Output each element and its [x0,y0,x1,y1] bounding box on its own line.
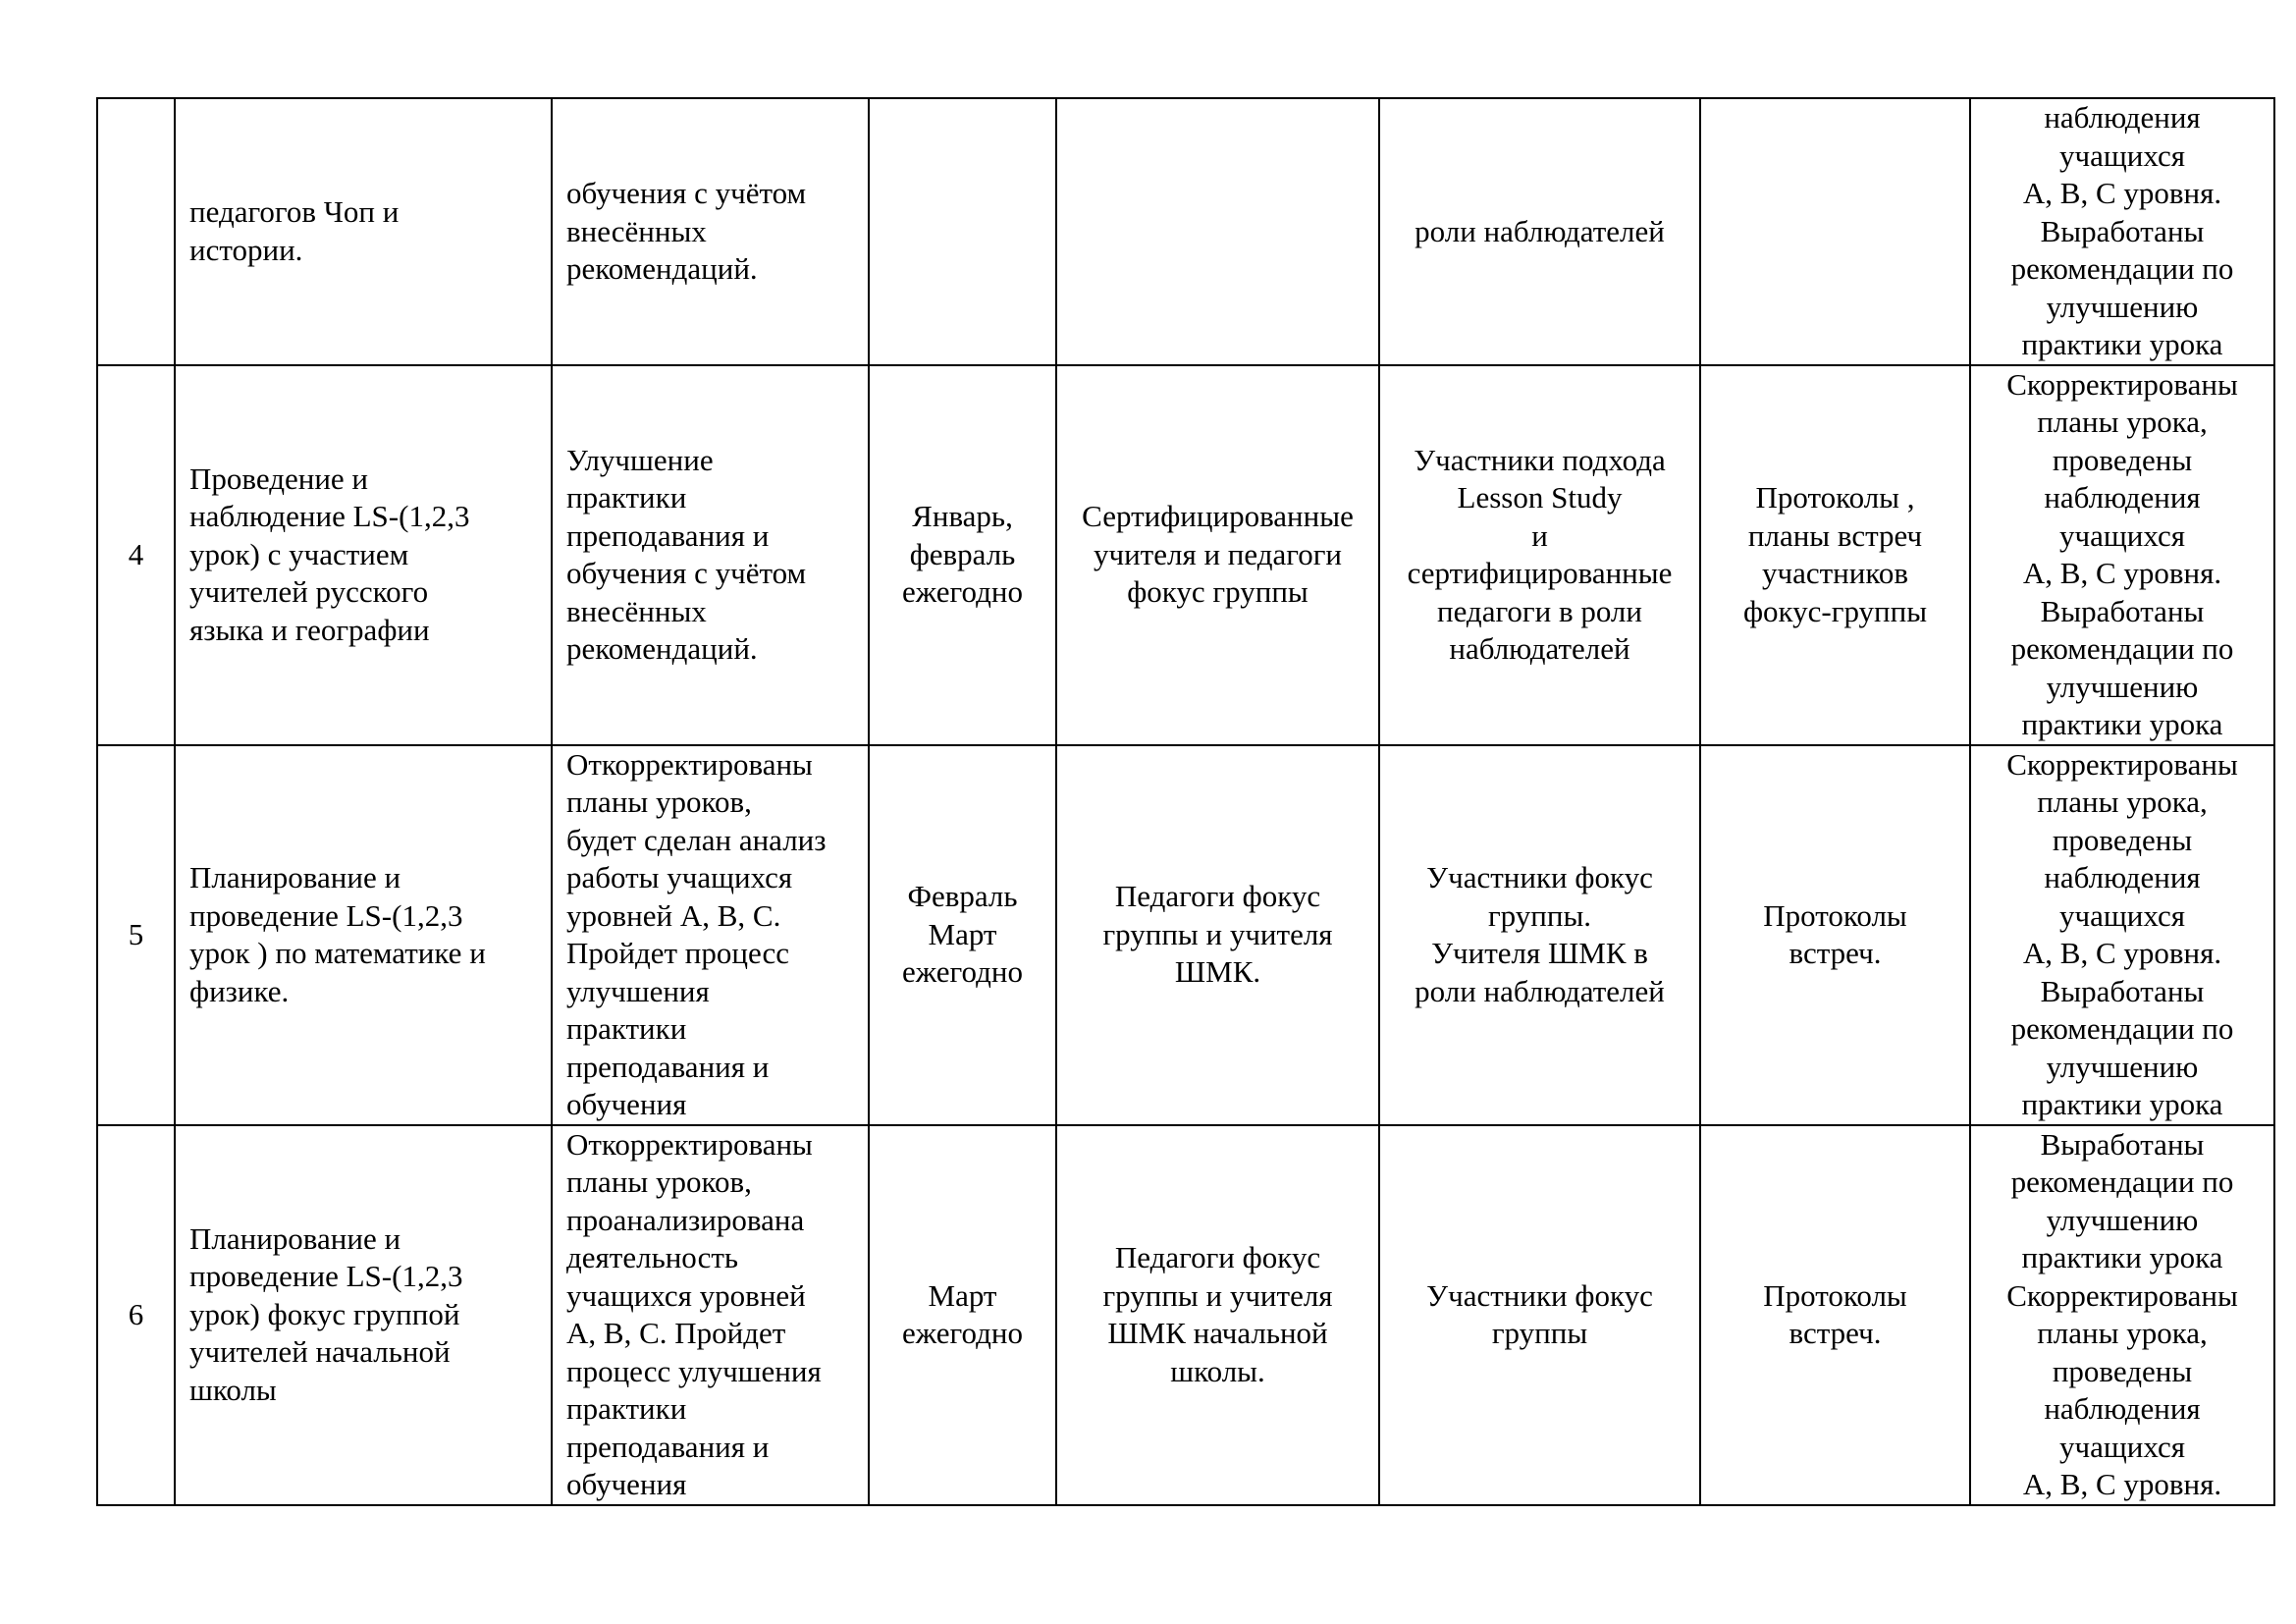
timing-cell: Февраль Март ежегодно [869,745,1056,1125]
documents-cell: Протоколы встреч. [1700,745,1970,1125]
activity-cell: Планирование и проведение LS-(1,2,3 урок ) по математике и физике. [175,745,552,1125]
table-row [97,745,2274,1125]
documents-cell: Протоколы , планы встреч участников фокус-группы [1700,365,1970,745]
table-row [97,1125,2274,1505]
row-number-cell: 5 [97,745,175,1125]
responsible-cell: Сертифицированные учителя и педагоги фокус группы [1056,365,1379,745]
activity-cell: педагогов Чоп и истории. [175,98,552,365]
goal-cell: обучения с учётом внесённых рекомендаций. [552,98,869,365]
goal-cell: Откорректированы планы уроков, будет сделан анализ работы учащихся уровней A, B, C. Пройдет процесс улучшения практики преподавания и обучения [552,745,869,1125]
documents-cell: Протоколы встреч. [1700,1125,1970,1505]
action-plan-table [96,97,2275,1506]
responsible-cell: Педагоги фокус группы и учителя ШМК. [1056,745,1379,1125]
result-cell: Выработаны рекомендации по улучшению практики урока Скорректированы планы урока, проведены наблюдения учащихся A, B, C уровня. [1970,1125,2274,1505]
goal-cell: Откорректированы планы уроков, проанализирована деятельность учащихся уровней A, B, C. Пройдет процесс улучшения практики преподавания и обучения [552,1125,869,1505]
participants-cell: Участники фокус группы. Учителя ШМК в роли наблюдателей [1379,745,1700,1125]
responsible-cell: Педагоги фокус группы и учителя ШМК начальной школы. [1056,1125,1379,1505]
row-number-cell: 4 [97,365,175,745]
participants-cell: роли наблюдателей [1379,98,1700,365]
table-row [97,98,2274,365]
result-cell: Скорректированы планы урока, проведены наблюдения учащихся A, B, C уровня. Выработаны рекомендации по улучшению практики урока [1970,365,2274,745]
row-number-cell [97,98,175,365]
result-cell: Скорректированы планы урока, проведены наблюдения учащихся A, B, C уровня. Выработаны рекомендации по улучшению практики урока [1970,745,2274,1125]
responsible-cell [1056,98,1379,365]
participants-cell: Участники подхода Lesson Study и сертифицированные педагоги в роли наблюдателей [1379,365,1700,745]
documents-cell [1700,98,1970,365]
timing-cell [869,98,1056,365]
activity-cell: Планирование и проведение LS-(1,2,3 урок) фокус группой учителей начальной школы [175,1125,552,1505]
activity-cell: Проведение и наблюдение LS-(1,2,3 урок) с участием учителей русского языка и географии [175,365,552,745]
timing-cell: Январь, февраль ежегодно [869,365,1056,745]
goal-cell: Улучшение практики преподавания и обучения с учётом внесённых рекомендаций. [552,365,869,745]
row-number-cell: 6 [97,1125,175,1505]
participants-cell: Участники фокус группы [1379,1125,1700,1505]
table-row [97,365,2274,745]
result-cell: наблюдения учащихся A, B, C уровня. Выработаны рекомендации по улучшению практики урока [1970,98,2274,365]
timing-cell: Март ежегодно [869,1125,1056,1505]
